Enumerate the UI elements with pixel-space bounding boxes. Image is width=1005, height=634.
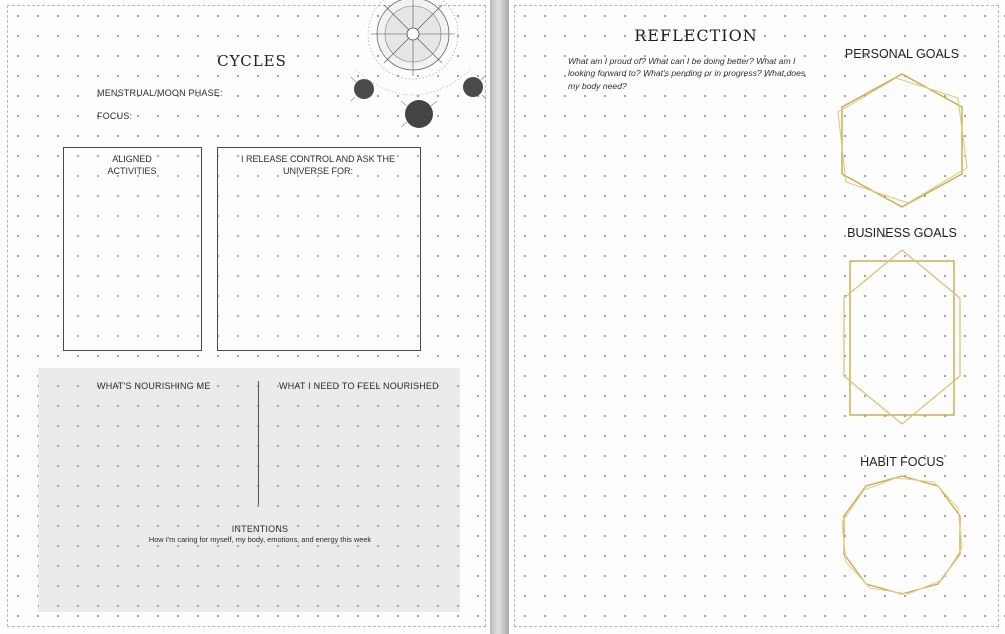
reflection-prompt-line: looking forward to? What's pending or in progress? What does — [568, 68, 806, 79]
need-nourished-label: WHAT I NEED TO FEEL NOURISHED — [279, 381, 439, 391]
aligned-label-line2: ACTIVITIES — [107, 166, 157, 176]
gold-octagon-frame[interactable] — [838, 248, 966, 428]
gold-hexagon-frame[interactable] — [834, 70, 970, 212]
nourishing-me-label: WHAT'S NOURISHING ME — [97, 381, 211, 391]
habit-focus-label: HABIT FOCUS — [860, 455, 944, 469]
reflection-prompt-line: What am I proud of? What can I be doing better? What am I — [568, 56, 796, 66]
moon-phase-icon — [350, 74, 380, 104]
focus-label: FOCUS: — [97, 111, 133, 121]
release-label-line1: I RELEASE CONTROL AND ASK THE — [240, 154, 396, 164]
release-label-line2: UNIVERSE FOR: — [282, 166, 353, 176]
intentions-subtitle: How I'm caring for myself, my body, emotions, and energy this week — [148, 535, 372, 544]
intentions-title: INTENTIONS — [231, 524, 289, 534]
reflection-prompt-line: my body need? — [568, 80, 627, 91]
nourishment-divider — [258, 381, 259, 505]
release-control-label — [222, 153, 414, 177]
personal-goals-label: PERSONAL GOALS — [844, 47, 960, 61]
nourishment-panel — [38, 368, 460, 612]
reflection-title: REFLECTION — [634, 26, 758, 45]
aligned-activities-label — [70, 153, 194, 177]
reflection-prompt — [568, 55, 828, 92]
aligned-activities-box[interactable] — [63, 147, 202, 351]
business-goals-label: BUSINESS GOALS — [847, 226, 957, 240]
moon-phase-icon — [398, 97, 440, 131]
moon-phase-icon — [458, 72, 488, 102]
gold-polygon-frame[interactable] — [838, 472, 966, 598]
release-control-box[interactable] — [217, 147, 421, 351]
book-spine — [490, 0, 509, 634]
menstrual-phase-label: MENSTRUAL/MOON PHASE: — [97, 88, 223, 98]
aligned-label-line1: ALIGNED — [112, 154, 152, 164]
page-title: CYCLES — [217, 52, 287, 70]
